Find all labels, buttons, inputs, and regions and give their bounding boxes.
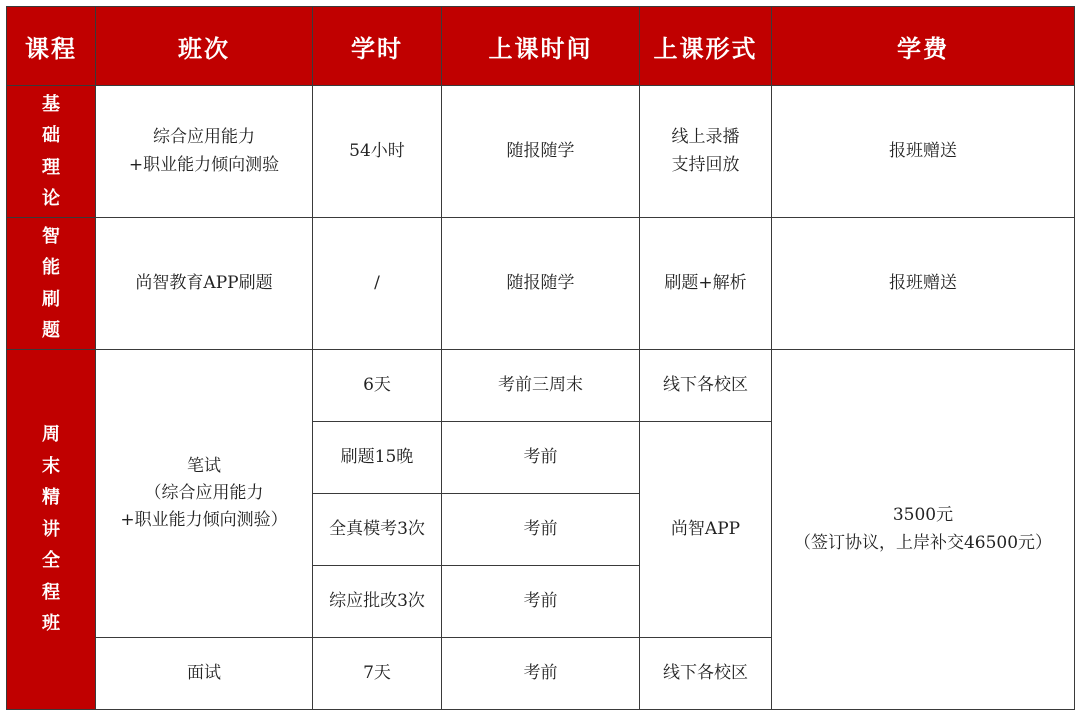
class-cell: 尚智教育APP刷题 <box>96 218 313 350</box>
form-cell: 刷题+解析 <box>640 218 772 350</box>
header-hours: 学时 <box>313 7 442 86</box>
table-row <box>7 86 1075 218</box>
header-class: 班次 <box>96 7 313 86</box>
form-cell: 线下各校区 <box>640 350 772 422</box>
course-smart-practice: 智能刷题 <box>7 218 96 350</box>
hours-cell: 综应批改3次 <box>313 566 442 638</box>
header-fee: 学费 <box>772 7 1075 86</box>
hours-cell: 6天 <box>313 350 442 422</box>
hours-cell: 全真模考3次 <box>313 494 442 566</box>
class-interview: 面试 <box>96 638 313 710</box>
header-course: 课程 <box>7 7 96 86</box>
time-cell: 随报随学 <box>442 86 640 218</box>
time-cell: 考前 <box>442 638 640 710</box>
time-cell: 考前 <box>442 566 640 638</box>
header-time: 上课时间 <box>442 7 640 86</box>
course-weekend-full: 周末精讲全程班 <box>7 350 96 710</box>
fee-cell: 报班赠送 <box>772 218 1075 350</box>
form-cell: 线下各校区 <box>640 638 772 710</box>
time-cell: 考前 <box>442 422 640 494</box>
hours-cell: 7天 <box>313 638 442 710</box>
class-cell: 综合应用能力 +职业能力倾向测验 <box>96 86 313 218</box>
hours-cell: 刷题15晚 <box>313 422 442 494</box>
time-cell: 考前 <box>442 494 640 566</box>
header-form: 上课形式 <box>640 7 772 86</box>
table-header-row <box>7 7 1075 86</box>
class-written-exam: 笔试 （综合应用能力 +职业能力倾向测验） <box>96 350 313 638</box>
table-row <box>7 350 1075 422</box>
fee-weekend: 3500元 （签订协议，上岸补交46500元） <box>772 350 1075 710</box>
course-basic-theory: 基础理论 <box>7 86 96 218</box>
course-schedule-table <box>6 6 1075 710</box>
time-cell: 随报随学 <box>442 218 640 350</box>
hours-cell: 54小时 <box>313 86 442 218</box>
time-cell: 考前三周末 <box>442 350 640 422</box>
fee-cell: 报班赠送 <box>772 86 1075 218</box>
form-cell: 尚智APP <box>640 422 772 638</box>
table-row <box>7 218 1075 350</box>
hours-cell: / <box>313 218 442 350</box>
form-cell: 线上录播 支持回放 <box>640 86 772 218</box>
